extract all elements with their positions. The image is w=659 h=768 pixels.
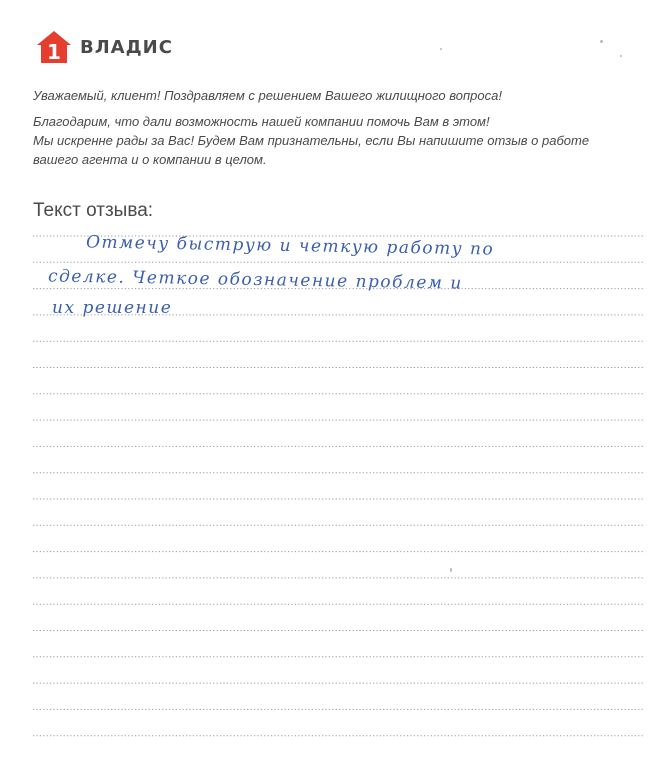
brand-name: ВЛАДИС <box>80 36 173 58</box>
scan-speck <box>620 55 622 57</box>
thanks-line-1: Благодарим, что дали возможность нашей компании помочь Вам в этом! <box>33 114 490 129</box>
greeting-line: Уважаемый, клиент! Поздравляем с решением Вашего жилищного вопроса! <box>33 88 502 103</box>
handwritten-line-2: сделке. Четкое обозначение проблем и <box>47 266 463 294</box>
scan-speck <box>600 40 603 43</box>
handwritten-line-1: Отмечу быструю и четкую работу по <box>85 232 495 260</box>
handwritten-line-3: их решение <box>52 298 173 318</box>
logo-digit: 1 <box>47 40 61 64</box>
review-heading: Текст отзыва: <box>33 200 154 221</box>
scan-speck <box>440 48 442 50</box>
intro-text <box>33 86 633 169</box>
house-logo-icon <box>36 30 72 64</box>
scan-speck <box>450 568 452 572</box>
thanks-line-3: вашего агента и о компании в целом. <box>33 152 267 167</box>
thanks-line-2: Мы искренне рады за Вас! Будем Вам признательны, если Вы напишите отзыв о работе <box>33 133 590 148</box>
company-logo <box>36 30 173 64</box>
